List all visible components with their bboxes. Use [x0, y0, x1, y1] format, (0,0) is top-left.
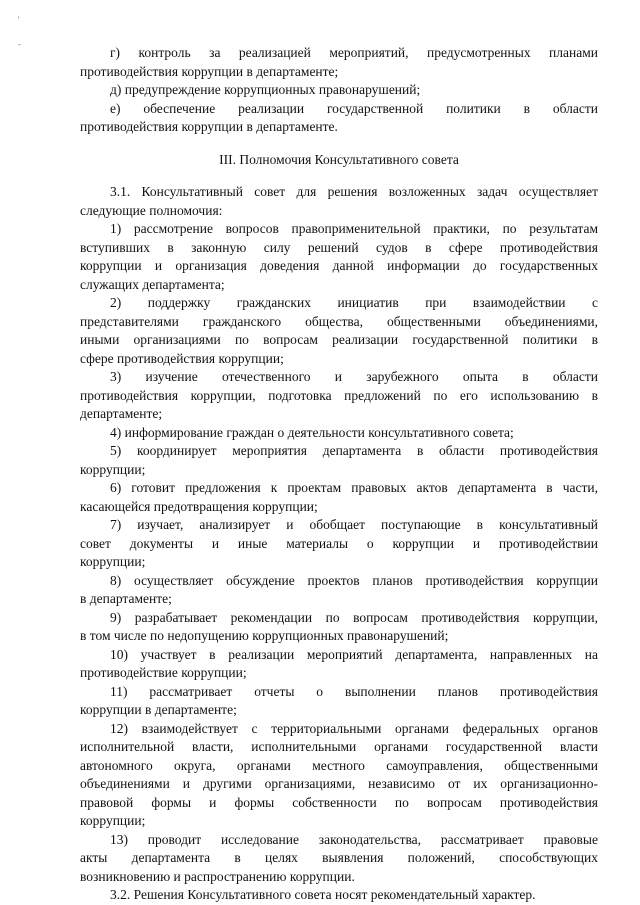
text-line: 3.1. Консультативный совет для решения возложенных задач осуществляет	[110, 184, 598, 199]
text-line: коррупции;	[80, 554, 146, 569]
list-item	[80, 44, 598, 81]
text-line: исполнительной власти, исполнительными органами государственной власти	[80, 739, 598, 754]
text-line: противодействия коррупции в департаменте.	[80, 119, 338, 134]
text-line: коррупции;	[80, 813, 146, 828]
text-line: в том числе по недопущению коррупционных правонарушений;	[80, 628, 449, 643]
text-line: 4) информирование граждан о деятельности консультативного совета;	[110, 424, 514, 440]
list-item	[80, 368, 598, 424]
document-body	[80, 44, 598, 905]
list-item	[80, 294, 598, 368]
text-line: служащих департамента;	[80, 276, 225, 292]
list-item	[80, 100, 598, 137]
text-line: 1) рассмотрение вопросов правоприменительной практики, по результатам	[110, 221, 598, 236]
text-line: 3) изучение отечественного и зарубежного опыта в области	[110, 369, 598, 384]
text-line: коррупции и организация доведения данной информации до государственных	[80, 258, 598, 273]
text-line: касающейся предотвращения коррупции;	[80, 498, 318, 514]
text-line: противодействия коррупции, подготовка предложений по его использованию в	[80, 387, 598, 403]
scan-mark: -	[18, 40, 21, 49]
text-line: 13) проводит исследование законодательства, рассматривает правовые	[110, 831, 598, 847]
text-line: противодействие коррупции;	[80, 665, 247, 680]
text-line: следующие полномочия:	[80, 202, 223, 218]
text-line: автономного округа, органами местного самоуправления, общественными	[80, 757, 598, 773]
list-item	[80, 81, 598, 100]
list-item	[80, 479, 598, 516]
text-line: представителями гражданского общества, общественными объединениями,	[80, 313, 598, 329]
text-line: иными организациями по вопросам реализации государственной политики в	[80, 332, 598, 347]
text-line: возникновению и распространению коррупции.	[80, 868, 355, 884]
text-line: коррупции;	[80, 461, 146, 477]
text-line: 7) изучает, анализирует и обобщает поступающие в консультативный	[110, 517, 598, 532]
text-line: вступивших в законную силу решений судов в сфере противодействия	[80, 239, 598, 255]
list-item	[80, 572, 598, 609]
list-item	[80, 683, 598, 720]
list-item	[80, 831, 598, 887]
text-line: 8) осуществляет обсуждение проектов планов противодействия коррупции	[110, 572, 598, 588]
text-line: коррупции в департаменте;	[80, 702, 237, 717]
text-line: 2) поддержку гражданских инициатив при взаимодействии с	[110, 295, 598, 310]
text-line: совет документы и иные материалы о коррупции и противодействии	[80, 535, 598, 551]
text-line: объединениями и другими организациями, независимо от их организационно-	[80, 776, 598, 791]
list-item	[80, 516, 598, 572]
text-line: 5) координирует мероприятия департамента в области противодействия	[110, 443, 598, 458]
text-line: 12) взаимодействует с территориальными органами федеральных органов	[110, 720, 598, 736]
text-line: 9) разрабатывает рекомендации по вопросам противодействия коррупции,	[110, 609, 598, 625]
section-title: III. Полномочия Консультативного совета	[219, 151, 459, 167]
list-item	[80, 424, 598, 443]
text-line: в департаменте;	[80, 591, 172, 606]
text-line: 11) рассматривает отчеты о выполнении планов противодействия	[110, 683, 598, 699]
text-line: д) предупреждение коррупционных правонарушений;	[110, 82, 421, 97]
text-line: правовой формы и формы собственности по вопросам противодействия	[80, 794, 598, 810]
closing-paragraph: 3.2. Решения Консультативного совета носят рекомендательный характер.	[110, 887, 536, 902]
powers-list	[80, 220, 598, 886]
text-line: сфере противодействия коррупции;	[80, 350, 284, 366]
text-line: противодействия коррупции в департаменте;	[80, 63, 339, 79]
text-line: департаменте;	[80, 406, 163, 421]
text-line: г) контроль за реализацией мероприятий, предусмотренных планами	[110, 45, 598, 60]
list-item	[80, 720, 598, 831]
text-line: 6) готовит предложения к проектам правовых актов департамента в части,	[110, 480, 598, 495]
list-item	[80, 609, 598, 646]
list-item	[80, 220, 598, 294]
scan-mark: '	[18, 15, 20, 24]
scan-corner-marks	[18, 16, 21, 66]
text-line: акты департамента в целях выявления положений, способствующих	[80, 850, 598, 865]
text-line: 10) участвует в реализации мероприятий департамента, направленных на	[110, 646, 598, 662]
list-item	[80, 646, 598, 683]
text-line: е) обеспечение реализации государственной политики в области	[110, 100, 598, 116]
intro-paragraph	[80, 183, 598, 220]
list-item	[80, 442, 598, 479]
